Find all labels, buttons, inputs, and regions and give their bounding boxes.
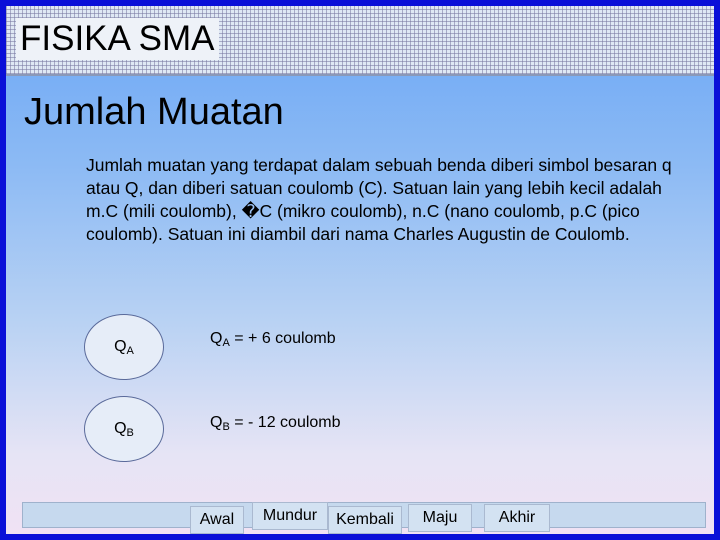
header-bar (6, 6, 714, 76)
nav-awal-button[interactable]: Awal (190, 506, 244, 534)
nav-kembali-button[interactable]: Kembali (328, 506, 402, 534)
nav-akhir-button[interactable]: Akhir (484, 504, 550, 532)
slide (6, 6, 714, 534)
nav-maju-button[interactable]: Maju (408, 504, 472, 532)
brand-title: FISIKA SMA (16, 18, 219, 60)
description-paragraph: Jumlah muatan yang terdapat dalam sebuah benda diberi simbol besaran q atau Q, dan diberi satuan coulomb (C). Satuan lain yang lebih kecil adalah m.C (mili coulomb), �C (mikro coulomb), n.C (nano coulomb, p.C (pico coulomb). Satuan ini diambil dari nama Charles Augustin de Coulomb. (86, 155, 672, 244)
slide-title: Jumlah Muatan (24, 91, 284, 133)
charge-b-label: $Q_B$ (114, 419, 134, 439)
charge-a-equation: $Q_A$ = + 6 coulomb (210, 330, 336, 349)
charge-a-circle (84, 314, 164, 380)
charge-b-equation: $Q_B$ = - 12 coulomb (210, 414, 341, 433)
charge-a-label: $Q_A$ (114, 337, 134, 357)
charge-b-circle (84, 396, 164, 462)
nav-mundur-button[interactable]: Mundur (252, 502, 328, 530)
